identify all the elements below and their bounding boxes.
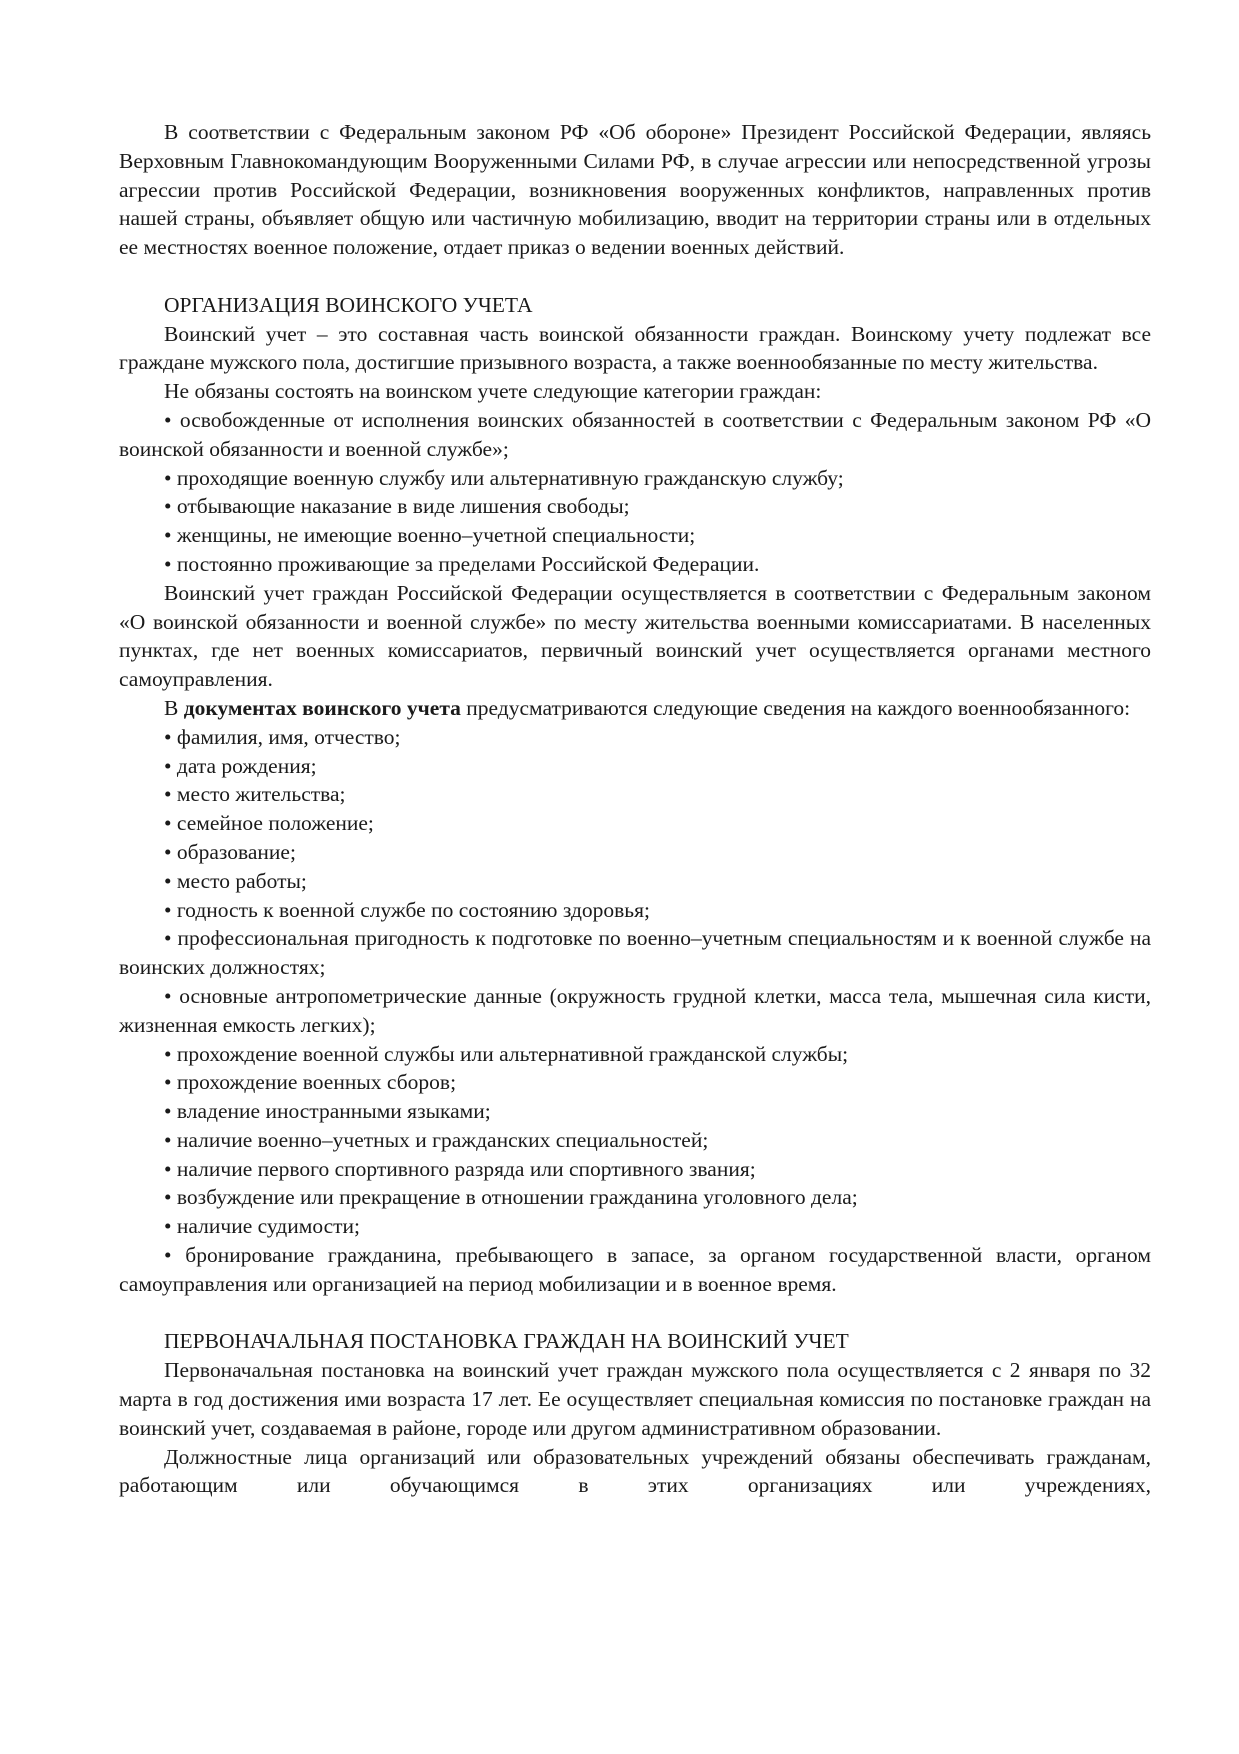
records-list-item: • прохождение военных сборов; (164, 1070, 457, 1095)
records-list-item: • годность к военной службе по состоянию здоровья; (164, 897, 650, 922)
section-heading-initial-registration: ПЕРВОНАЧАЛЬНАЯ ПОСТАНОВКА ГРАЖДАН НА ВОИНСКИЙ УЧЕТ (164, 1329, 849, 1354)
records-intro-bold: документах воинского учета (183, 695, 461, 720)
records-list-item: • наличие судимости; (164, 1214, 361, 1239)
officials-paragraph: Должностные лица организаций или образовательных учреждений обязаны обеспечивать гражданам, работающим или обучающимся в этих организациях или учреждениях, (119, 1444, 1151, 1498)
records-list-item: • бронирование гражданина, пребывающего в запасе, за органом государственной власти, органом самоуправления или организацией на период мобилизации и в военное время. (119, 1243, 1151, 1296)
exempt-list-item: • освобожденные от исполнения воинских обязанностей в соответствии с Федеральным законом РФ «О воинской обязанности и военной службе»; (119, 407, 1151, 461)
records-list-item: • место жительства; (164, 782, 346, 807)
records-list-item: • образование; (164, 839, 296, 864)
records-list-item: • наличие первого спортивного разряда или спортивного звания; (164, 1156, 756, 1181)
records-intro-paragraph (119, 694, 1151, 723)
records-list-item: • профессиональная пригодность к подготовке по военно–учетным специальностям и к военной службе на воинских должностях; (119, 926, 1151, 980)
records-intro-pre: В (164, 695, 184, 720)
exempt-intro-paragraph: Не обязаны состоять на воинском учете следующие категории граждан: (164, 379, 822, 404)
exempt-list-item: • проходящие военную службу или альтернативную гражданскую службу; (164, 465, 844, 490)
exempt-list-item: • женщины, не имеющие военно–учетной специальности; (164, 523, 696, 548)
records-intro-post: предусматриваются следующие сведения на каждого военнообязанного: (460, 695, 1131, 720)
initial-registration-paragraph: Первоначальная постановка на воинский учет граждан мужского пола осуществляется с 2 января по 32 марта в год достижения ими возраста 17 лет. Ее осуществляет специальная комиссия по постановке граждан на воинский учет, создаваемая в районе, городе или другом административном образовании. (119, 1358, 1151, 1440)
intro-paragraph: В соответствии с Федеральным законом РФ «Об обороне» Президент Российской Федерации, являясь Верховным Главнокомандующим Вооруженными Силами РФ, в случае агрессии или непосредственной угрозы агрессии против Российской Федерации, возникновения вооруженных конфликтов, направленных против нашей страны, объявляет общую или частичную мобилизацию, вводит на территории страны или в отдельных ее местностях военное положение, отдает приказ о ведении военных действий. (119, 120, 1151, 260)
records-list-item: • основные антропометрические данные (окружность грудной клетки, масса тела, мышечная сила кисти, жизненная емкость легких); (119, 983, 1151, 1037)
records-list-item: • прохождение военной службы или альтернативной гражданской службы; (164, 1041, 849, 1066)
definition-paragraph: Воинский учет – это составная часть воинской обязанности граждан. Воинскому учету подлежат все граждане мужского пола, достигшие призывного возраста, а также военнообязанные по месту жительства. (119, 321, 1151, 375)
records-list-item: • фамилия, имя, отчество; (164, 724, 401, 749)
document-page (119, 118, 1151, 1500)
records-list-item: • возбуждение или прекращение в отношении гражданина уголовного дела; (164, 1185, 858, 1210)
section-heading-military-registration: ОРГАНИЗАЦИЯ ВОИНСКОГО УЧЕТА (164, 292, 533, 317)
exempt-list-item: • отбывающие наказание в виде лишения свободы; (164, 494, 630, 519)
exempt-list-item: • постоянно проживающие за пределами Российской Федерации. (164, 551, 760, 576)
records-list-item: • владение иностранными языками; (164, 1099, 491, 1124)
registration-paragraph: Воинский учет граждан Российской Федерации осуществляется в соответствии с Федеральным законом «О воинской обязанности и военной службе» по месту жительства военными комиссариатами. В населенных пунктах, где нет военных комиссариатов, первичный воинский учет осуществляется органами местного самоуправления. (119, 580, 1151, 692)
records-list-item: • семейное положение; (164, 811, 374, 836)
records-list-item: • место работы; (164, 868, 307, 893)
records-list-item: • наличие военно–учетных и гражданских специальностей; (164, 1127, 709, 1152)
records-list-item: • дата рождения; (164, 753, 317, 778)
